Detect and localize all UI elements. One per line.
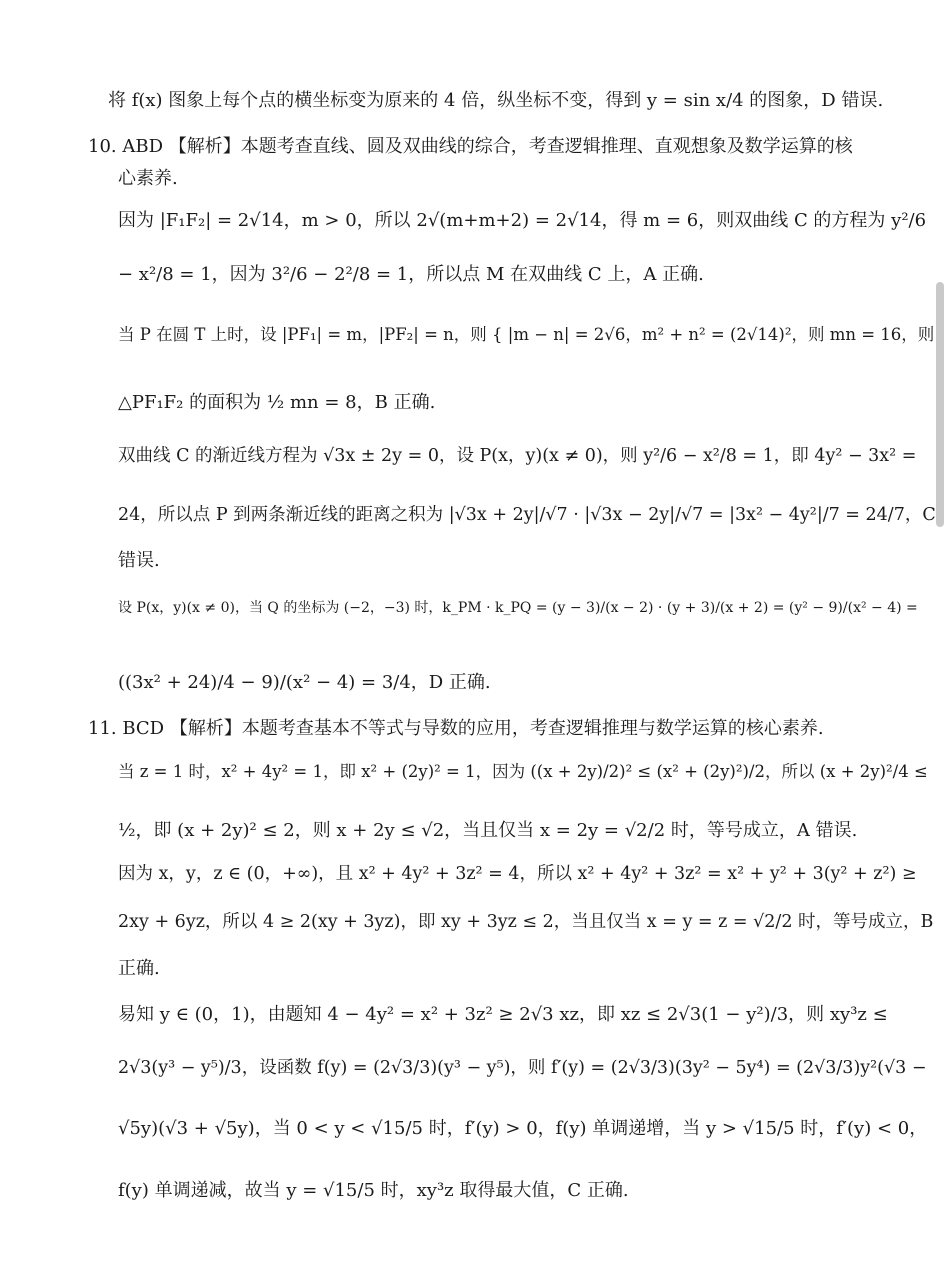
- text-line-p11-2: ½，即 (x + 2y)² ≤ 2，则 x + 2y ≤ √2，当且仅当 x = 2y = √2/2 时，等号成立，A 错误.: [118, 820, 858, 841]
- text-line-p10-9: ((3x² + 24)/4 − 9)/(x² − 4) = 3/4，D 正确.: [118, 672, 491, 693]
- text-line-d-conclusion: 将 f(x) 图象上每个点的横坐标变为原来的 4 倍，纵坐标不变，得到 y = sin x/4 的图象，D 错误.: [108, 90, 884, 111]
- text-line-p11-7: 2√3(y³ − y⁵)/3，设函数 f(y) = (2√3/3)(y³ − y⁵)，则 f′(y) = (2√3/3)(3y² − 5y⁴) = (2√3/3)y²(√3 −: [118, 1058, 927, 1078]
- text-line-p10-3: 当 P 在圆 T 上时，设 |PF₁| = m，|PF₂| = n，则 { |m − n| = 2√6，m² + n² = (2√14)²，则 mn = 16，则: [118, 325, 935, 344]
- scrollbar-thumb[interactable]: [936, 282, 944, 527]
- problem-10-header: 10. ABD 【解析】本题考查直线、圆及双曲线的综合，考查逻辑推理、直观想象及数学运算的核: [88, 136, 853, 157]
- text-line-p11-4: 2xy + 6yz，所以 4 ≥ 2(xy + 3yz)，即 xy + 3yz ≤ 2，当且仅当 x = y = z = √2/2 时，等号成立，B: [118, 912, 934, 932]
- text-line-p11-8: √5y)(√3 + √5y)，当 0 < y < √15/5 时，f′(y) > 0，f(y) 单调递增，当 y > √15/5 时，f′(y) < 0，: [118, 1118, 928, 1139]
- text-line-p10-5: 双曲线 C 的渐近线方程为 √3x ± 2y = 0，设 P(x，y)(x ≠ 0)，则 y²/6 − x²/8 = 1，即 4y² − 3x² =: [118, 446, 917, 466]
- text-line-p11-5: 正确.: [118, 958, 160, 979]
- text-line-p11-9: f(y) 单调递减，故当 y = √15/5 时，xy³z 取得最大值，C 正确.: [118, 1180, 629, 1201]
- text-line-p10-7: 错误.: [118, 550, 160, 571]
- problem-10-header-cont: 心素养.: [118, 168, 178, 189]
- text-line-p11-6: 易知 y ∈ (0，1)，由题知 4 − 4y² = x² + 3z² ≥ 2√3 xz，即 xz ≤ 2√3(1 − y²)/3，则 xy³z ≤: [118, 1004, 888, 1025]
- text-line-p10-1: 因为 |F₁F₂| = 2√14，m > 0，所以 2√(m+m+2) = 2√14，得 m = 6，则双曲线 C 的方程为 y²/6: [118, 210, 927, 231]
- text-line-p10-2: − x²/8 = 1，因为 3²/6 − 2²/8 = 1，所以点 M 在双曲线 C 上，A 正确.: [118, 264, 704, 285]
- text-line-p10-8: 设 P(x，y)(x ≠ 0)，当 Q 的坐标为 (−2，−3) 时，k_PM · k_PQ = (y − 3)/(x − 2) · (y + 3)/(x + 2) = (y² − 9)/(x² − 4) =: [118, 600, 918, 616]
- text-line-p11-1: 当 z = 1 时，x² + 4y² = 1，即 x² + (2y)² = 1，因为 ((x + 2y)/2)² ≤ (x² + (2y)²)/2，所以 (x + 2y)²/4 ≤: [118, 762, 928, 781]
- problem-11-header: 11. BCD 【解析】本题考查基本不等式与导数的应用，考查逻辑推理与数学运算的核心素养.: [88, 718, 824, 739]
- text-line-p10-4: △PF₁F₂ 的面积为 ½ mn = 8，B 正确.: [118, 392, 436, 413]
- text-line-p11-3: 因为 x，y，z ∈ (0，+∞)，且 x² + 4y² + 3z² = 4，所以 x² + 4y² + 3z² = x² + y² + 3(y² + z²) ≥: [118, 864, 917, 884]
- text-line-p10-6: 24，所以点 P 到两条渐近线的距离之积为 |√3x + 2y|/√7 · |√3x − 2y|/√7 = |3x² − 4y²|/7 = 24/7，C: [118, 505, 936, 525]
